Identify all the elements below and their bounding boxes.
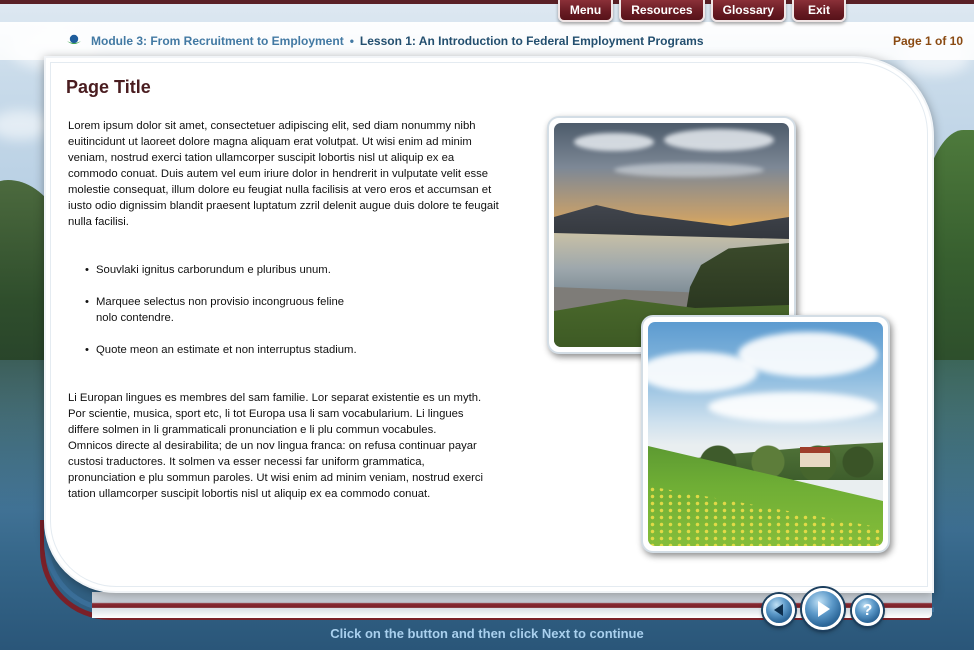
breadcrumb-lesson: Lesson 1: An Introduction to Federal Employment Programs [359, 34, 704, 48]
list-item: • Quote meon an estimate et non interruptus stadium. [85, 342, 385, 358]
glossary-button[interactable]: Glossary [711, 0, 786, 22]
breadcrumb-module[interactable]: Module 3: From Recruitment to Employment [91, 34, 344, 48]
meadow-village-photo [641, 315, 890, 553]
next-button[interactable] [802, 588, 844, 630]
second-paragraph: Li Europan lingues es membres del sam familie. Lor separat existentie es un myth. Por scientie, musica, sport etc, li tot Europa usa li sam vocabularium. Li lingues differe solmen in li grammaticali pronunciation e li plu commun vocabules. Omnicos directe al desirabilita; de un nov lingua franca: on refusa continuar payar custosi traductores. It solmen va esser necessi far uniform grammatica, pronunciation e plu sommun paroles. Ut wisi enim ad minim veniam, nostrud exerci tation ullamcorper suscipit lobortis nisl ut aliquip ex ea commodo conuat. [68, 392, 484, 500]
bullet-list [85, 262, 385, 374]
instruction-text: Click on the button and then click Next to continue [330, 626, 644, 641]
globe-swoosh-icon [66, 33, 82, 47]
list-item: • Marquee selectus non provisio incongruous feline nolo contendre. [85, 294, 360, 326]
triangle-right-icon [813, 599, 833, 619]
top-navigation [558, 0, 846, 22]
question-mark-icon: ? [862, 601, 873, 619]
menu-button[interactable]: Menu [558, 0, 613, 22]
list-item: • Souvlaki ignitus carborundum e pluribus unum. [85, 262, 385, 278]
intro-paragraph: Lorem ipsum dolor sit amet, consectetuer adipiscing elit, sed diam nonummy nibh euitincidunt ut laoreet dolore magna aliquam erat volutpat. Ut wisi enim ad minim veniam, nostrud exerci tation ullamcorper suscipit lobortis nisl ut aliquip ex ea commodo conuat. Duis autem vel eum iriure dolor in hendrerit in vulputate velit esse molestie consequat, illum dolore eu feugiat nulla facilisis at vero eros et accumsan et iusto odio dignissim blandit praesent luptatum zzril delenit augue duis dolore te feugait nulla facilisi. [68, 120, 499, 228]
back-button[interactable] [763, 594, 795, 626]
triangle-left-icon [772, 603, 786, 617]
breadcrumb-separator: • [349, 34, 354, 48]
page-indicator: Page 1 of 10 [892, 34, 963, 48]
help-button[interactable] [852, 595, 883, 626]
exit-button[interactable]: Exit [792, 0, 846, 22]
page-title: Page Title [66, 77, 151, 97]
resources-button[interactable]: Resources [619, 0, 704, 22]
breadcrumb [91, 34, 704, 48]
